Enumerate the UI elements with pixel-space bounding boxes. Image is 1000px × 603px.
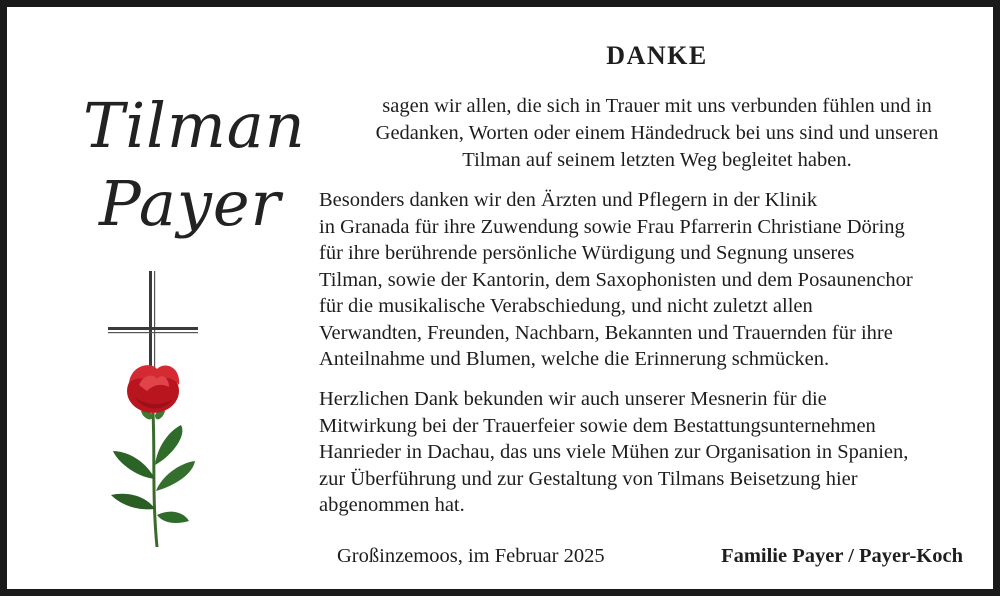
text-line: zur Überführung und zur Gestaltung von Tilmans Beisetzung hier <box>319 467 858 490</box>
intro-line: Gedanken, Worten oder einem Händedruck bei uns sind und unseren <box>375 122 939 144</box>
paragraph-thanks-clinic <box>319 187 995 373</box>
cross-rose-emblem <box>95 265 205 555</box>
rose-icon <box>111 365 195 547</box>
intro-line: Tilman auf seinem letzten Weg begleitet haben. <box>462 149 852 171</box>
left-column <box>7 7 306 603</box>
heading: DANKE <box>606 41 708 70</box>
text-line: Herzlichen Dank bekunden wir auch unserer Mesnerin für die <box>319 388 827 410</box>
text-line: Hanrieder in Dachau, das uns viele Mühen zur Organisation in Spanien, <box>319 441 909 463</box>
text-line: für ihre berührende persönliche Würdigung und Segnung unseres <box>319 242 855 264</box>
name-last: Payer <box>99 167 282 240</box>
text-line: Besonders danken wir den Ärzten und Pflegern in der Klinik <box>319 189 818 211</box>
text-line: abgenommen hat. <box>319 494 465 516</box>
place-date: Großinzemoos, im Februar 2025 <box>337 545 605 567</box>
name-first: Tilman <box>83 89 306 162</box>
text-line: für die musikalische Verabschiedung, und nicht zuletzt allen <box>319 295 813 317</box>
intro-text <box>319 93 995 174</box>
intro-line: sagen wir allen, die sich in Trauer mit uns verbunden fühlen und in <box>382 95 932 117</box>
paragraph-thanks-funeral <box>319 386 995 519</box>
text-line: in Granada für ihre Zuwendung sowie Frau Pfarrerin Christiane Döring <box>319 215 905 238</box>
text-line: Anteilnahme und Blumen, welche die Erinnerung schmücken. <box>319 348 830 370</box>
text-line: Tilman, sowie der Kantorin, dem Saxophonisten und dem Posaunenchor <box>319 268 913 291</box>
text-line: Verwandten, Freunden, Nachbarn, Bekannten und Trauernden für ihre <box>319 321 893 344</box>
signature: Familie Payer / Payer-Koch <box>721 545 963 567</box>
text-line: Mitwirkung bei der Trauerfeier sowie dem Bestattungsunternehmen <box>319 414 876 437</box>
